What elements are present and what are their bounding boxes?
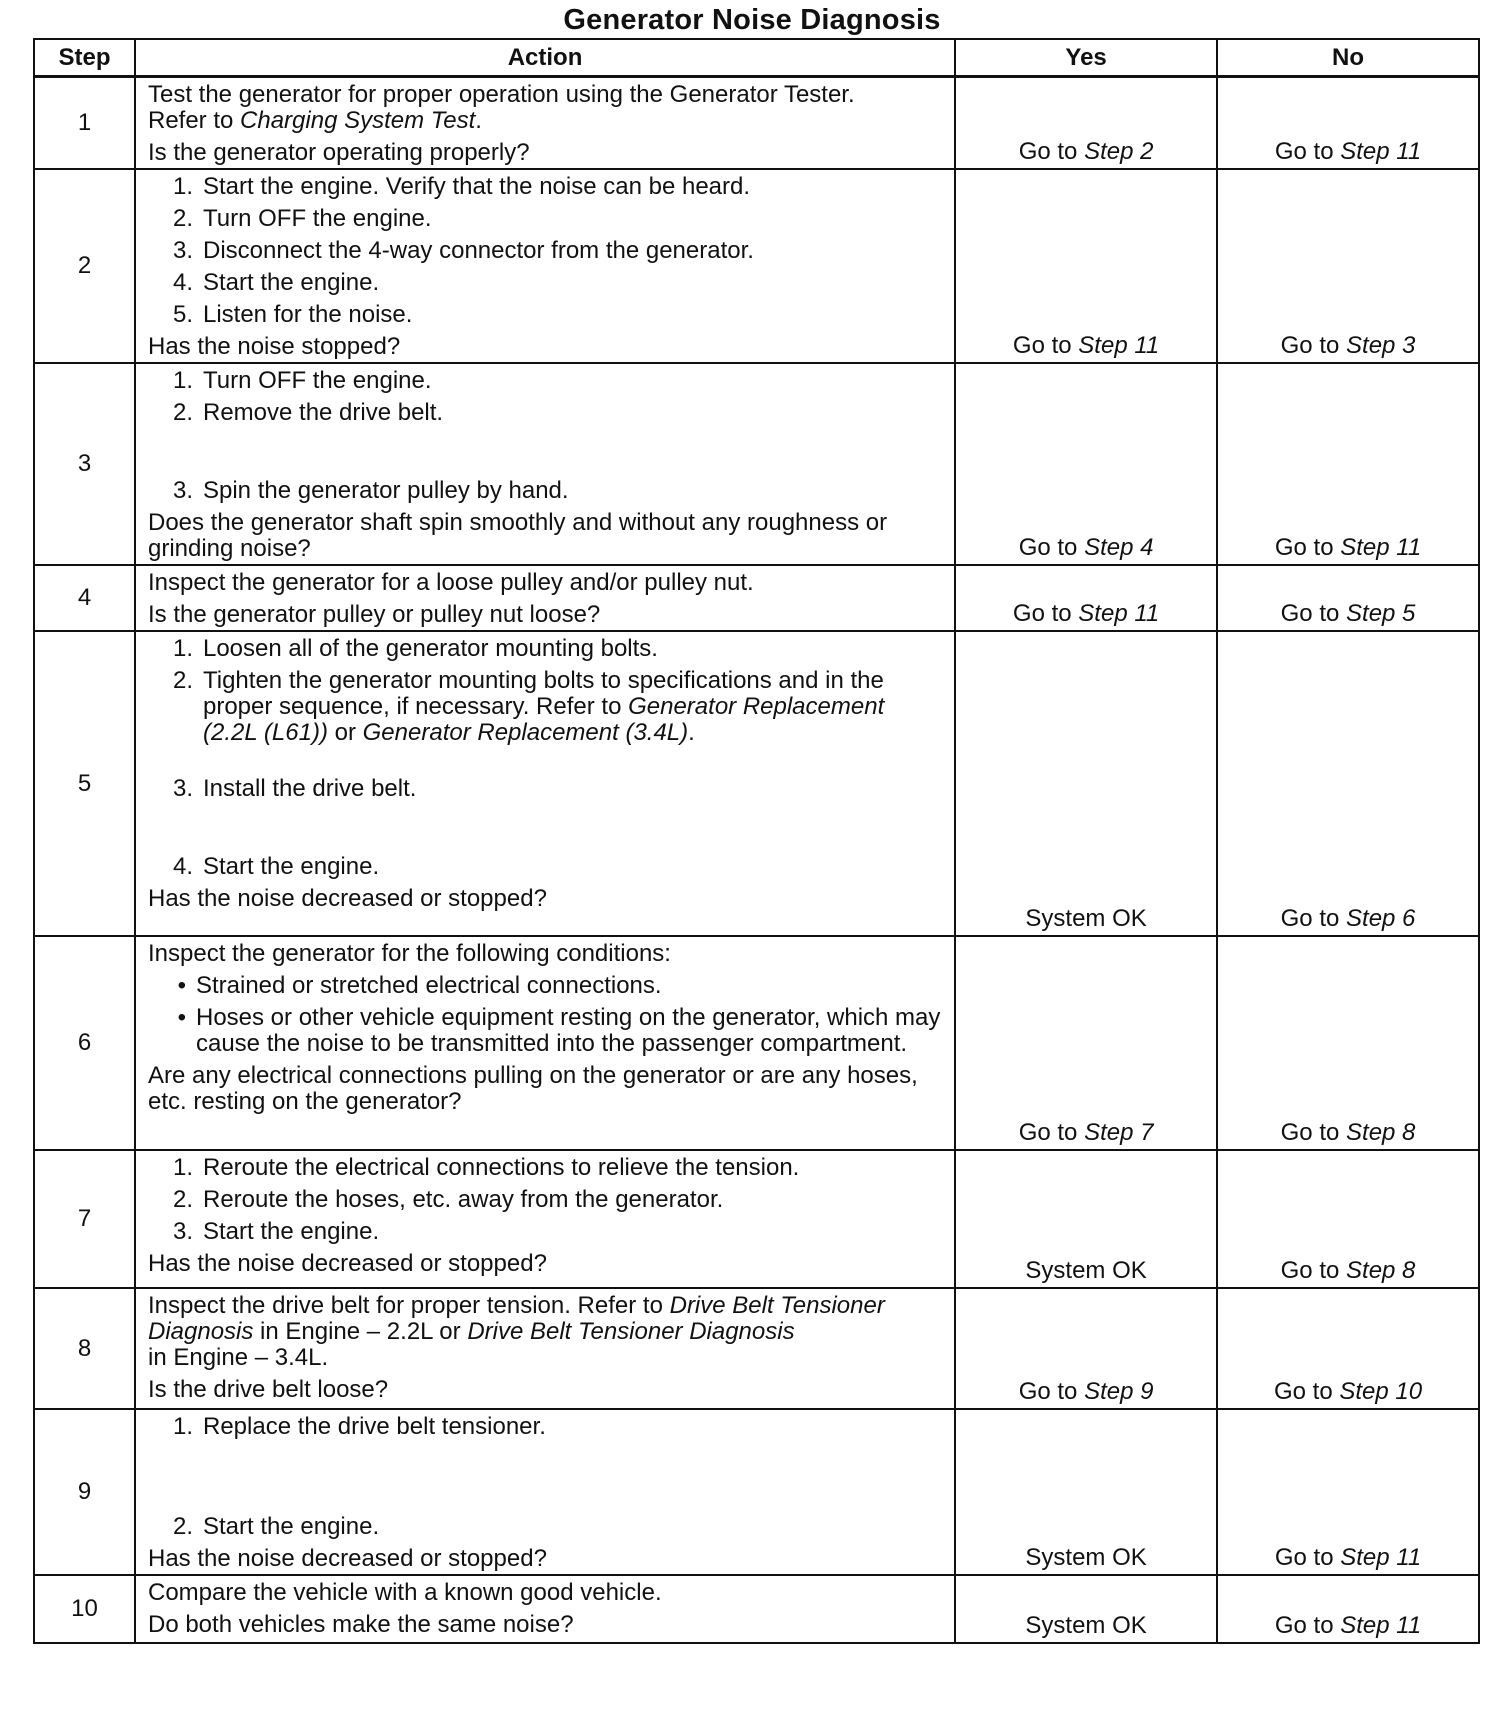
reference-link: Charging System Test <box>240 107 476 134</box>
action-cell <box>135 1575 955 1643</box>
step-reference: Step 7 <box>1084 1119 1154 1146</box>
action-text: Test the generator for proper operation using the Generator Tester. <box>147 81 855 108</box>
yes-cell: Go to Step 11 <box>955 565 1217 631</box>
table-row <box>34 565 1479 631</box>
no-cell: Go to Step 11 <box>1217 77 1479 170</box>
step-reference: Step 11 <box>1340 1544 1422 1571</box>
question-text: Do both vehicles make the same noise? <box>147 1611 574 1638</box>
list-item: 1. Reroute the electrical connections to relieve the tension. <box>172 1154 800 1181</box>
reference-link: Drive Belt Tensioner Diagnosis <box>467 1318 795 1345</box>
list-item: • Hoses or other vehicle equipment resting on the generator, which may cause the noise to be transmitted into the passenger compartment. <box>148 1005 942 1057</box>
step-reference: Step 11 <box>1078 600 1160 627</box>
no-cell: Go to Step 11 <box>1217 1575 1479 1643</box>
list-item: 3. Spin the generator pulley by hand. <box>172 477 569 504</box>
action-text: Refer to Charging System Test. <box>147 107 482 134</box>
list-item: 3. Start the engine. <box>172 1218 380 1245</box>
action-cell <box>135 1150 955 1288</box>
no-cell: Go to Step 8 <box>1217 1150 1479 1288</box>
no-cell: Go to Step 11 <box>1217 363 1479 565</box>
action-cell <box>135 169 955 363</box>
table-row <box>34 169 1479 363</box>
step-number: 8 <box>34 1288 135 1409</box>
step-number: 7 <box>34 1150 135 1288</box>
action-cell <box>135 1409 955 1575</box>
action-cell <box>135 936 955 1150</box>
no-cell: Go to Step 8 <box>1217 936 1479 1150</box>
step-reference: Step 3 <box>1346 332 1416 359</box>
bullet-icon: • <box>177 1004 186 1031</box>
step-number: 3 <box>34 363 135 565</box>
yes-cell: Go to Step 9 <box>955 1288 1217 1409</box>
question-text: Are any electrical connections pulling on the generator or are any hoses, etc. resting on the generator? <box>147 1062 918 1115</box>
step-reference: Step 2 <box>1084 138 1154 165</box>
table-row <box>34 1150 1479 1288</box>
step-reference: Step 11 <box>1340 138 1422 165</box>
step-reference: Step 6 <box>1346 905 1416 932</box>
table-row <box>34 1409 1479 1575</box>
question-text: Has the noise stopped? <box>147 333 401 360</box>
action-text: Inspect the drive belt for proper tension. Refer to Drive Belt Tensioner Diagnosis in Engine – 2.2L or Drive Belt Tensioner Diagnosis in Engine – 3.4L. <box>147 1292 885 1371</box>
step-reference: Step 8 <box>1346 1257 1416 1284</box>
table-row <box>34 363 1479 565</box>
header-action: Action <box>135 39 955 77</box>
yes-cell: System OK <box>955 1150 1217 1288</box>
header-yes: Yes <box>955 39 1217 77</box>
question-text: Does the generator shaft spin smoothly and without any roughness or grinding noise? <box>147 509 888 562</box>
list-item: 1. Loosen all of the generator mounting bolts. <box>172 635 658 662</box>
action-cell <box>135 631 955 936</box>
no-cell: Go to Step 5 <box>1217 565 1479 631</box>
question-text: Has the noise decreased or stopped? <box>147 1250 547 1277</box>
action-text: Inspect the generator for the following conditions: <box>147 940 671 967</box>
step-reference: Step 5 <box>1346 600 1416 627</box>
list-item: 2. Tighten the generator mounting bolts to specifications and in the proper sequence, if necessary. Refer to Generator Replacement (2.2L (L61)) or Generator Replacement (3.4L). <box>172 667 885 746</box>
reference-link: Generator Replacement (3.4L) <box>362 719 689 746</box>
question-text: Is the generator pulley or pulley nut loose? <box>147 601 601 628</box>
yes-cell: System OK <box>955 1409 1217 1575</box>
no-cell: Go to Step 11 <box>1217 1409 1479 1575</box>
step-reference: Step 11 <box>1340 534 1422 561</box>
question-text: Has the noise decreased or stopped? <box>147 885 547 912</box>
list-item: 1. Start the engine. Verify that the noise can be heard. <box>172 173 751 200</box>
no-cell: Go to Step 3 <box>1217 169 1479 363</box>
yes-cell: Go to Step 7 <box>955 936 1217 1150</box>
step-reference: Step 9 <box>1084 1378 1154 1405</box>
action-cell <box>135 363 955 565</box>
table-row <box>34 1288 1479 1409</box>
list-item: 4. Start the engine. <box>172 853 380 880</box>
step-number: 1 <box>34 77 135 170</box>
step-number: 5 <box>34 631 135 936</box>
no-cell: Go to Step 6 <box>1217 631 1479 936</box>
question-text: Has the noise decreased or stopped? <box>147 1545 547 1572</box>
step-reference: Step 10 <box>1339 1378 1423 1405</box>
action-cell <box>135 1288 955 1409</box>
yes-cell: System OK <box>955 1575 1217 1643</box>
yes-cell: Go to Step 2 <box>955 77 1217 170</box>
list-item: 3. Install the drive belt. <box>172 775 417 802</box>
step-reference: Step 11 <box>1078 332 1160 359</box>
table-row <box>34 1575 1479 1643</box>
step-number: 10 <box>34 1575 135 1643</box>
reference-link: Generator Replacement (2.2L (L61)) <box>202 693 885 746</box>
step-reference: Step 11 <box>1340 1612 1422 1639</box>
list-item: 5. Listen for the noise. <box>172 301 413 328</box>
list-item: 2. Start the engine. <box>172 1513 380 1540</box>
step-number: 2 <box>34 169 135 363</box>
page-title: Generator Noise Diagnosis <box>563 4 941 36</box>
action-text: Inspect the generator for a loose pulley and/or pulley nut. <box>147 569 754 596</box>
list-item: 1. Replace the drive belt tensioner. <box>172 1413 546 1440</box>
step-number: 6 <box>34 936 135 1150</box>
action-cell <box>135 77 955 170</box>
question-text: Is the drive belt loose? <box>147 1376 389 1403</box>
header-row <box>34 39 1479 77</box>
action-text: Compare the vehicle with a known good vehicle. <box>147 1579 662 1606</box>
no-cell: Go to Step 10 <box>1217 1288 1479 1409</box>
yes-cell: Go to Step 11 <box>955 169 1217 363</box>
diagnosis-table <box>33 38 1480 1644</box>
header-step: Step <box>34 39 135 77</box>
table-row <box>34 631 1479 936</box>
list-item: 1. Turn OFF the engine. <box>172 367 432 394</box>
question-text: Is the generator operating properly? <box>147 139 530 166</box>
step-number: 4 <box>34 565 135 631</box>
action-cell <box>135 565 955 631</box>
table-row <box>34 77 1479 170</box>
reference-link: Drive Belt Tensioner Diagnosis <box>147 1292 885 1345</box>
list-item: • Strained or stretched electrical connections. <box>148 973 942 999</box>
header-no: No <box>1217 39 1479 77</box>
step-reference: Step 8 <box>1346 1119 1416 1146</box>
yes-cell: Go to Step 4 <box>955 363 1217 565</box>
list-item: 3. Disconnect the 4-way connector from the generator. <box>172 237 754 264</box>
table-row <box>34 936 1479 1150</box>
list-item: 4. Start the engine. <box>172 269 380 296</box>
list-item: 2. Turn OFF the engine. <box>172 205 432 232</box>
step-number: 9 <box>34 1409 135 1575</box>
list-item: 2. Reroute the hoses, etc. away from the generator. <box>172 1186 724 1213</box>
yes-cell: System OK <box>955 631 1217 936</box>
list-item: 2. Remove the drive belt. <box>172 399 444 426</box>
bullet-icon: • <box>177 972 186 999</box>
step-reference: Step 4 <box>1084 534 1154 561</box>
